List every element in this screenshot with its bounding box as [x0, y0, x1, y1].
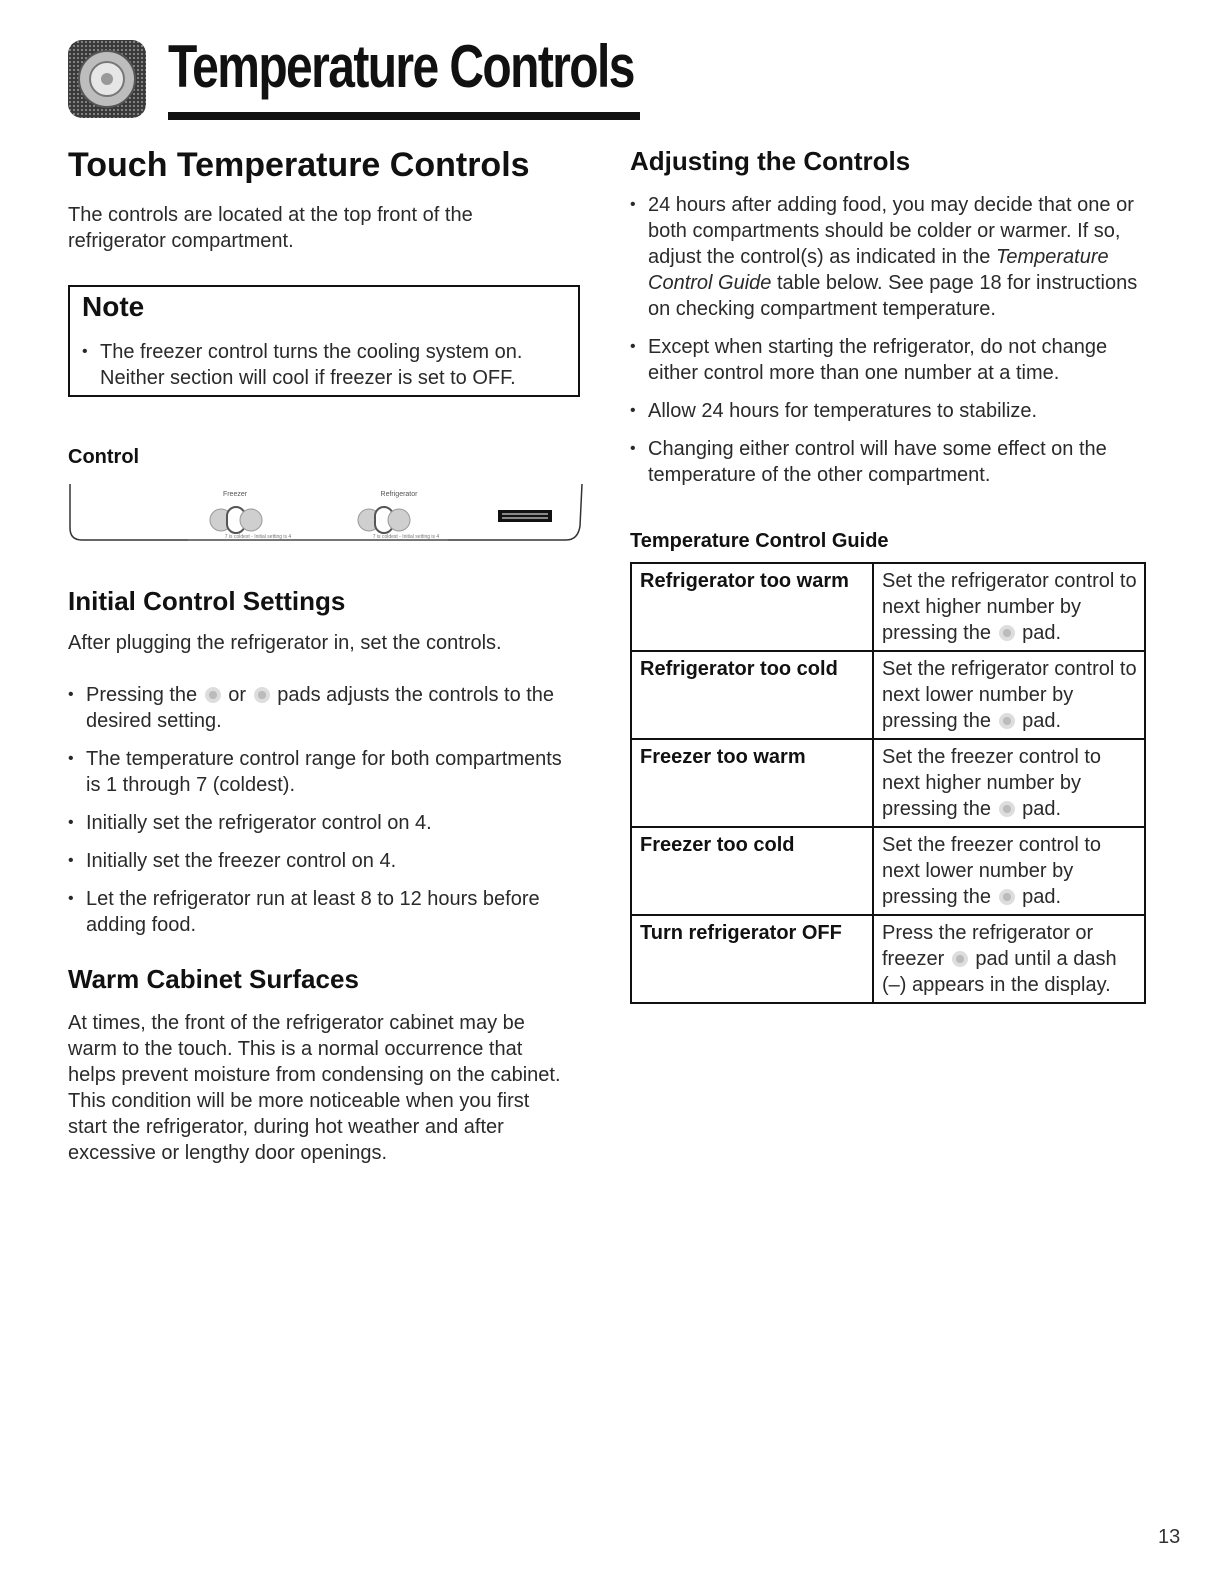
brand-logo	[498, 510, 552, 522]
section-heading-initial: Initial Control Settings	[68, 586, 346, 616]
initial-bullets	[68, 682, 568, 938]
list-item: • Pressing the or pads adjusts the controls to the desired setting.	[68, 682, 568, 734]
table-row	[631, 827, 1145, 915]
list-item: • Initially set the refrigerator control on 4.	[68, 810, 568, 836]
pad-icon	[999, 625, 1015, 641]
page-number: 13	[1158, 1526, 1181, 1548]
action-cell: Set the refrigerator control to next lower number by pressing the pad.	[873, 651, 1145, 739]
control-panel-illustration	[68, 480, 584, 546]
section-heading-adjust: Adjusting the Controls	[630, 146, 911, 176]
list-item: • Let the refrigerator run at least 8 to 12 hours before adding food.	[68, 886, 568, 938]
list-item: • 24 hours after adding food, you may decide that one or both compartments should be colder or warmer. If so, adjust the control(s) as indicated in the Temperature Control Guide table below. See page 18 for instructions on checking compartment temperature.	[630, 192, 1142, 322]
action-cell: Set the freezer control to next lower number by pressing the pad.	[873, 827, 1145, 915]
dial-icon	[68, 40, 146, 118]
action-cell: Set the refrigerator control to next higher number by pressing the pad.	[873, 563, 1145, 651]
refrigerator-panel-label: Refrigerator	[380, 491, 418, 498]
list-item: • Changing either control will have some effect on the temperature of the other compartment.	[630, 436, 1142, 488]
table-row	[631, 915, 1145, 1003]
note-box	[68, 285, 580, 397]
title-underline	[168, 112, 640, 120]
list-item: • The temperature control range for both compartments is 1 through 7 (coldest).	[68, 746, 568, 798]
condition-cell: Refrigerator too cold	[631, 651, 873, 739]
list-item: • Initially set the freezer control on 4.	[68, 848, 568, 874]
table-row	[631, 563, 1145, 651]
touch-intro: The controls are located at the top front of the refrigerator compartment.	[68, 204, 473, 252]
condition-cell: Freezer too warm	[631, 739, 873, 827]
pad-icon	[254, 687, 270, 703]
pad-icon	[999, 801, 1015, 817]
page-title: Temperature Controls	[168, 33, 634, 100]
action-cell: Press the refrigerator or freezer pad until a dash (–) appears in the display.	[873, 915, 1145, 1003]
pad-icon	[205, 687, 221, 703]
list-item: • Except when starting the refrigerator, do not change either control more than one number at a time.	[630, 334, 1142, 386]
list-item: • Allow 24 hours for temperatures to stabilize.	[630, 398, 1142, 424]
table-row	[631, 651, 1145, 739]
condition-cell: Turn refrigerator OFF	[631, 915, 873, 1003]
freezer-panel-label: Freezer	[222, 491, 248, 498]
section-heading-warm: Warm Cabinet Surfaces	[68, 964, 359, 994]
guide-title: Temperature Control Guide	[630, 530, 889, 552]
table-row	[631, 739, 1145, 827]
note-text: • The freezer control turns the cooling system on. Neither section will cool if freezer is set to OFF.	[82, 341, 523, 389]
adjust-bullets	[630, 192, 1142, 488]
action-cell: Set the freezer control to next higher number by pressing the pad.	[873, 739, 1145, 827]
refrigerator-panel-caption: 7 is coldest - Initial setting is 4	[372, 534, 440, 540]
condition-cell: Refrigerator too warm	[631, 563, 873, 651]
pad-icon	[999, 713, 1015, 729]
section-heading-touch: Touch Temperature Controls	[68, 146, 530, 184]
temperature-control-guide-table	[630, 562, 1146, 1004]
freezer-panel-caption: 7 is coldest - Initial setting is 4	[224, 534, 292, 540]
pad-icon	[952, 951, 968, 967]
initial-intro: After plugging the refrigerator in, set the controls.	[68, 632, 502, 654]
note-title: Note	[82, 291, 145, 322]
warm-text: At times, the front of the refrigerator cabinet may be warm to the touch. This is a normal occurrence that helps prevent moisture from condensing on the cabinet. This condition will be more noticeable when you first start the refrigerator, during hot weather and after excessive or lengthy door openings.	[68, 1012, 561, 1164]
pad-icon	[999, 889, 1015, 905]
condition-cell: Freezer too cold	[631, 827, 873, 915]
control-label: Control	[68, 446, 140, 468]
